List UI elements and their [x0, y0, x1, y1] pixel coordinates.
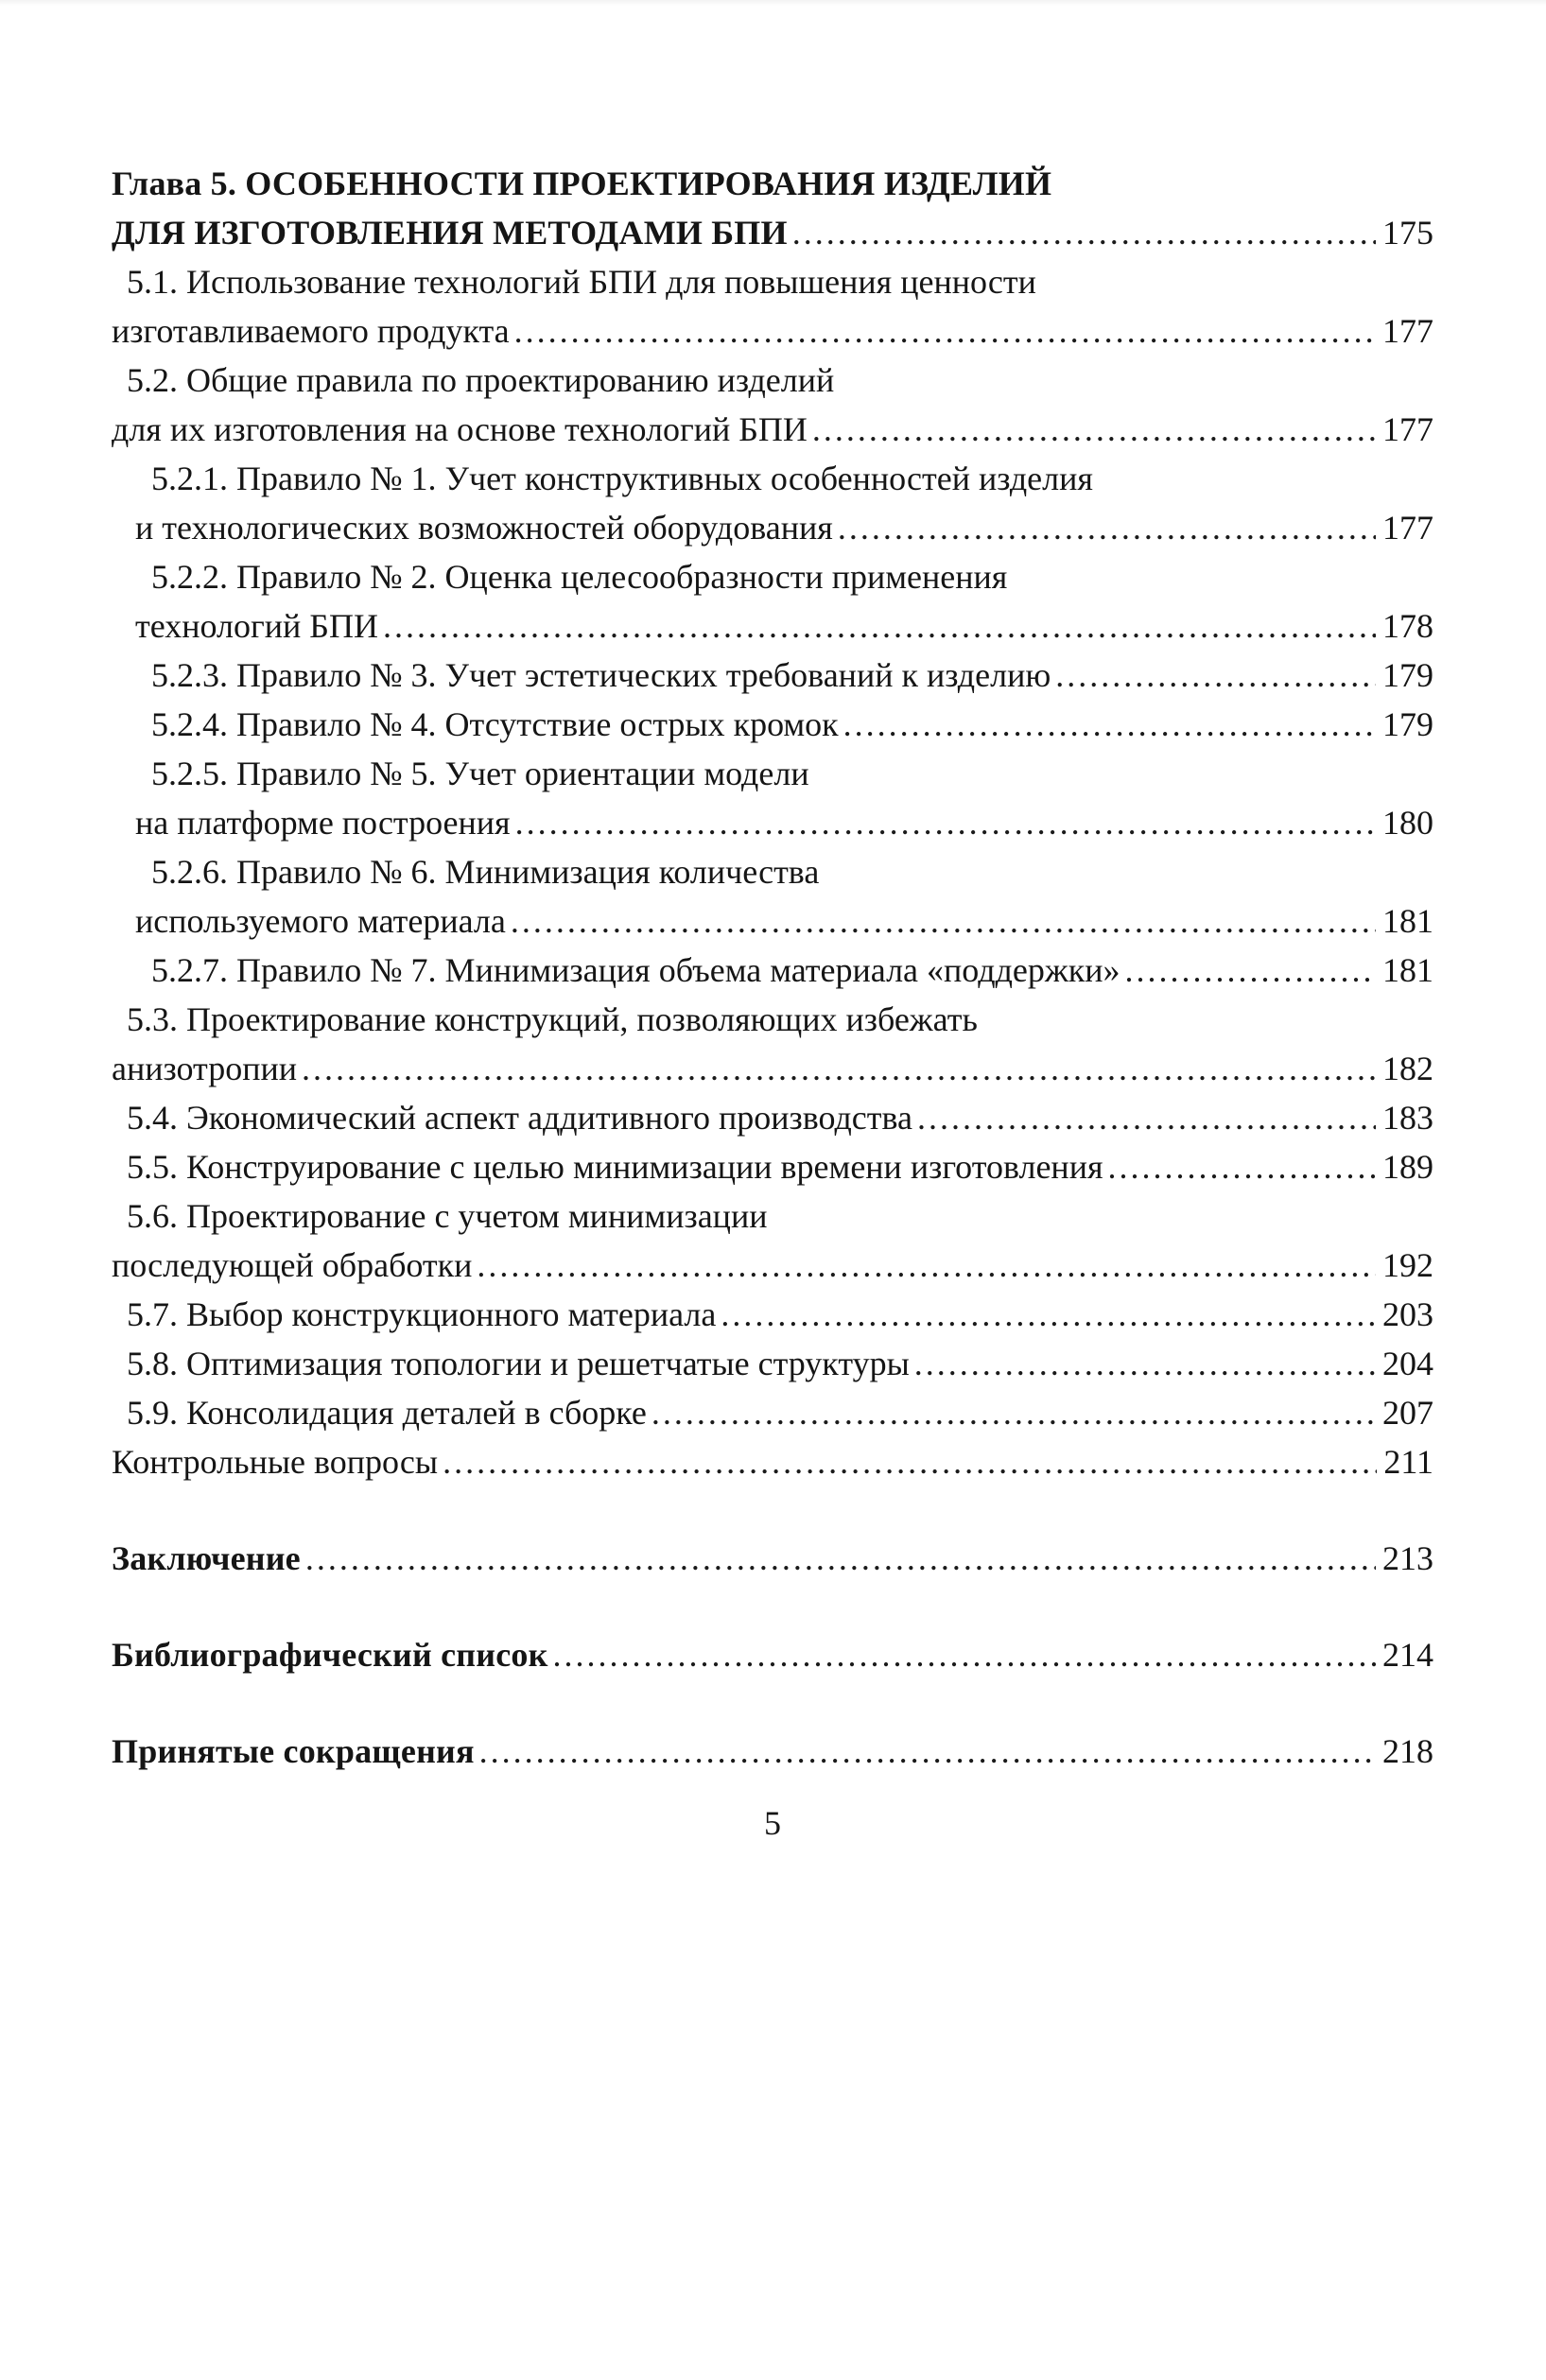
toc-entry-text: Библиографический список — [112, 1636, 548, 1674]
toc-line — [112, 601, 1433, 651]
dot-leader — [477, 1241, 1376, 1290]
toc-line — [112, 552, 1433, 601]
toc-line — [112, 1727, 1433, 1776]
dot-leader — [553, 1630, 1376, 1679]
dot-leader — [479, 1727, 1376, 1776]
toc-entry-text: анизотропии — [112, 1050, 298, 1087]
toc-line — [112, 1339, 1433, 1388]
toc-entry-text: Принятые сокращения — [112, 1732, 475, 1770]
toc-entry — [112, 847, 1433, 946]
toc-entry-text: технологий БПИ — [135, 607, 378, 645]
toc-entry-text: и технологических возможностей оборудования — [135, 509, 833, 547]
toc-entry — [112, 1093, 1433, 1142]
dot-leader — [721, 1290, 1376, 1339]
toc-page-ref: 207 — [1382, 1394, 1433, 1432]
toc-entry — [112, 1142, 1433, 1191]
toc-entry — [112, 552, 1433, 651]
toc-entry — [112, 1727, 1433, 1776]
dot-leader — [305, 1534, 1376, 1583]
dot-leader — [1055, 651, 1376, 700]
toc-page-ref: 181 — [1382, 951, 1433, 989]
toc-entry-text: для их изготовления на основе технологий БПИ — [112, 410, 808, 448]
dot-leader — [914, 1339, 1376, 1388]
toc-page-ref: 183 — [1382, 1099, 1433, 1137]
toc-entry — [112, 946, 1433, 995]
toc-entry-text: 5.3. Проектирование конструкций, позволяющих избежать — [127, 1000, 978, 1038]
toc-entry-text: 5.2.1. Правило № 1. Учет конструктивных особенностей изделия — [151, 460, 1093, 497]
toc-line — [112, 946, 1433, 995]
toc-entry — [112, 995, 1433, 1093]
dot-leader — [917, 1093, 1376, 1142]
toc-line — [112, 995, 1433, 1044]
dot-leader — [383, 601, 1376, 651]
toc-line — [112, 847, 1433, 896]
toc-page-ref: 180 — [1382, 804, 1433, 842]
dot-leader — [1108, 1142, 1376, 1191]
toc-entry-text: 5.2.2. Правило № 2. Оценка целесообразности применения — [151, 558, 1008, 596]
toc-line — [112, 306, 1433, 356]
toc-entry-text: на платформе построения — [135, 804, 511, 842]
toc-line — [112, 896, 1433, 946]
toc-entry-text: 5.2.5. Правило № 5. Учет ориентации модели — [151, 755, 809, 792]
toc-entry — [112, 356, 1433, 454]
toc-page-ref: 175 — [1382, 214, 1433, 252]
toc-entry-text: 5.6. Проектирование с учетом минимизации — [127, 1197, 768, 1235]
toc-page-ref: 177 — [1382, 509, 1433, 547]
toc-page-ref: 177 — [1382, 312, 1433, 350]
toc-page-ref: 211 — [1383, 1443, 1433, 1481]
toc-entry-text: ДЛЯ ИЗГОТОВЛЕНИЯ МЕТОДАМИ БПИ — [112, 214, 788, 252]
toc-line — [112, 798, 1433, 847]
dot-leader — [511, 896, 1376, 946]
toc-entry — [112, 454, 1433, 552]
toc-page-ref: 178 — [1382, 607, 1433, 645]
toc-entry-text: 5.1. Использование технологий БПИ для повышения ценности — [127, 263, 1036, 301]
toc-line — [112, 700, 1433, 749]
dot-leader — [812, 405, 1376, 454]
toc-page-ref: 182 — [1382, 1050, 1433, 1087]
toc-entry-text: Контрольные вопросы — [112, 1443, 439, 1481]
toc-entry — [112, 651, 1433, 700]
toc-entry — [112, 700, 1433, 749]
toc-entry — [112, 1290, 1433, 1339]
toc-line — [112, 1191, 1433, 1241]
toc-line — [112, 356, 1433, 405]
toc-entry — [112, 257, 1433, 356]
dot-leader — [838, 503, 1376, 552]
toc-entry-text: 5.2.7. Правило № 7. Минимизация объема материала «поддержки» — [151, 951, 1120, 989]
toc-line — [112, 1630, 1433, 1679]
toc-line — [112, 1044, 1433, 1093]
toc-entry-text: 5.2.6. Правило № 6. Минимизация количества — [151, 853, 820, 891]
toc-line — [112, 159, 1433, 208]
dot-leader — [302, 1044, 1376, 1093]
table-of-contents — [112, 159, 1433, 1776]
toc-line — [112, 1388, 1433, 1437]
dot-leader — [843, 700, 1376, 749]
toc-entry — [112, 1191, 1433, 1290]
toc-entry-text: 5.7. Выбор конструкционного материала — [127, 1295, 717, 1333]
toc-page-ref: 179 — [1382, 656, 1433, 694]
toc-entry-text: 5.4. Экономический аспект аддитивного производства — [127, 1099, 912, 1137]
toc-entry-text: 5.9. Консолидация деталей в сборке — [127, 1394, 647, 1432]
toc-entry-text: 5.2.3. Правило № 3. Учет эстетических требований к изделию — [151, 656, 1051, 694]
toc-page-ref: 181 — [1382, 902, 1433, 940]
toc-page-ref: 189 — [1382, 1148, 1433, 1186]
toc-entry — [112, 1534, 1433, 1583]
toc-line — [112, 1142, 1433, 1191]
toc-line — [112, 503, 1433, 552]
scan-edge-shading — [0, 0, 1546, 6]
toc-line — [112, 257, 1433, 306]
toc-page-ref: 214 — [1382, 1636, 1433, 1674]
toc-line — [112, 1437, 1433, 1486]
toc-entry-text: Заключение — [112, 1539, 301, 1577]
toc-line — [112, 208, 1433, 257]
toc-entry-text: 5.8. Оптимизация топологии и решетчатые структуры — [127, 1345, 910, 1382]
toc-page-ref: 179 — [1382, 705, 1433, 743]
toc-page-ref: 203 — [1382, 1295, 1433, 1333]
toc-entry — [112, 1630, 1433, 1679]
dot-leader — [792, 208, 1376, 257]
toc-line — [112, 405, 1433, 454]
toc-entry-text: Глава 5. ОСОБЕННОСТИ ПРОЕКТИРОВАНИЯ ИЗДЕЛИЙ — [112, 165, 1052, 202]
toc-line — [112, 1534, 1433, 1583]
page-footer — [112, 1798, 1433, 1848]
toc-line — [112, 1093, 1433, 1142]
dot-leader — [651, 1388, 1376, 1437]
toc-entry-text: последующей обработки — [112, 1246, 473, 1284]
toc-entry — [112, 1388, 1433, 1437]
dot-leader — [514, 306, 1376, 356]
toc-entry-text: 5.2. Общие правила по проектированию изделий — [127, 361, 835, 399]
toc-entry-text: изготавливаемого продукта — [112, 312, 510, 350]
toc-entry-text: используемого материала — [135, 902, 506, 940]
toc-entry-text: 5.5. Конструирование с целью минимизации времени изготовления — [127, 1148, 1103, 1186]
toc-entry — [112, 159, 1433, 257]
dot-leader — [443, 1437, 1377, 1486]
toc-entry-text: 5.2.4. Правило № 4. Отсутствие острых кромок — [151, 705, 839, 743]
toc-page-ref: 177 — [1382, 410, 1433, 448]
toc-line — [112, 749, 1433, 798]
toc-page-ref: 204 — [1382, 1345, 1433, 1382]
dot-leader — [1125, 946, 1377, 995]
toc-page-ref: 213 — [1382, 1539, 1433, 1577]
toc-line — [112, 651, 1433, 700]
toc-entry — [112, 1437, 1433, 1486]
page-number: 5 — [764, 1804, 781, 1842]
toc-page-ref: 192 — [1382, 1246, 1433, 1284]
toc-page-ref: 218 — [1382, 1732, 1433, 1770]
toc-line — [112, 454, 1433, 503]
toc-line — [112, 1290, 1433, 1339]
toc-entry — [112, 1339, 1433, 1388]
toc-entry — [112, 749, 1433, 847]
toc-line — [112, 1241, 1433, 1290]
dot-leader — [515, 798, 1376, 847]
